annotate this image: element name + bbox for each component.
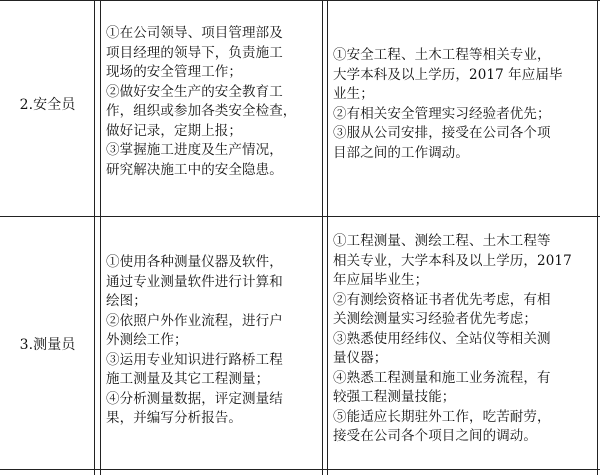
duties-cell: ①使用各种测量仪器及软件， 通过专业测量软件进行计算和 绘图； ②依照户外作业流程，进行户 外测绘工作； ③运用专业知识进行路桥工程 施工测量及其它工程测量； ④分析测量数据，评定测量结 果，并编写分析报告。: [106, 254, 283, 426]
requirements-cell: ①安全工程、土木工程等相关专业， 大学本科及以上学历，2017 年应届毕 业生； ②有相关安全管理实习经验者优先； ③服从公司安排，接受在公司各个项 目部之间的工作调动。: [333, 47, 563, 161]
duties-cell: ①在公司领导、项目管理部及 项目经理的领导下，负责施工 现场的安全管理工作； ②做好安全生产的安全教育工 作，组织或参加各类安全检查， 做好记录，定期上报； ③掌握施工进度及生产情况， 研究解决施工中的安全隐患。: [106, 25, 297, 178]
requirements-cell: ①工程测量、测绘工程、土木工程等 相关专业，大学本科及以上学历，2017 年应届毕业生； ②有测绘资格证书者优先考虑，有相 关测绘测量实习经验者优先考虑； ③熟悉使用经纬仪、全站仪等相关测 量仪器； ④熟悉工程测量和施工业务流程，有 较强工程测量技能； ⑤能适应长期驻外工作，吃苦耐劳， 接受在公司各个项目之间的调动。: [333, 233, 572, 444]
role-cell: 2.安全员: [19, 97, 76, 113]
role-cell: 3.测量员: [19, 337, 76, 353]
